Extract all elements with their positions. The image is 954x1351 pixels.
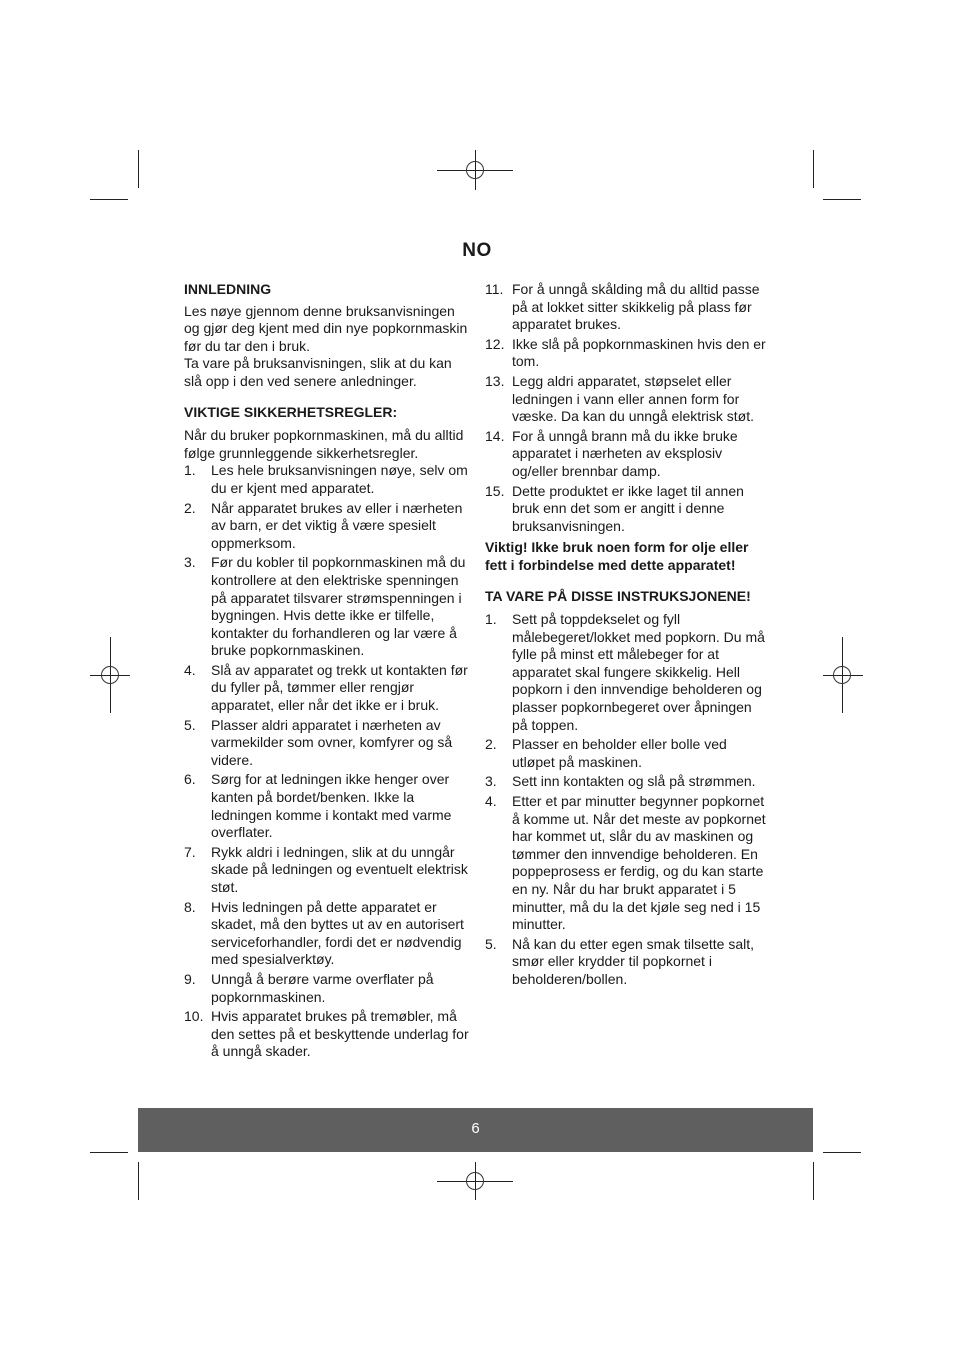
item-text: Plasser aldri apparatet i nærheten av varmekilder som ovner, komfyrer og så videre.	[211, 716, 453, 768]
item-number: 6.	[184, 771, 196, 788]
safety-heading: VIKTIGE SIKKERHETSREGLER:	[184, 403, 398, 420]
crop-mark	[823, 199, 861, 200]
list-item	[485, 773, 770, 791]
item-text: For å unngå skålding må du alltid passe på at lokket sitter skikkelig på plass før apparatet brukes.	[512, 281, 760, 333]
page-footer	[138, 1108, 813, 1152]
item-number: 14.	[485, 427, 505, 444]
left-column	[184, 281, 469, 1061]
item-number: 3.	[184, 554, 196, 571]
safety-list-continued	[485, 281, 770, 535]
list-item	[485, 428, 770, 481]
item-text: Etter et par minutter begynner popkornet å komme ut. Når det meste av popkornet har kommet ut, slår du av maskinen og tømmer den innvendige beholderen. En poppeprosess er ferdig, og du kan starte en ny. Når du har brukt apparatet i 5 minutter, må du la det kjøle seg ned i 15 minutter.	[512, 793, 766, 933]
list-item	[485, 936, 770, 989]
safety-intro: Når du bruker popkornmaskinen, må du alltid følge grunnleggende sikkerhetsregler.	[184, 427, 464, 461]
item-number: 4.	[485, 793, 497, 810]
list-item	[485, 281, 770, 334]
item-text: Unngå å berøre varme overflater på popkornmaskinen.	[211, 970, 434, 1005]
item-number: 2.	[184, 499, 196, 516]
intro-line: Ta vare på bruksanvisningen, slik at du kan slå opp i den ved senere anledninger.	[184, 355, 452, 389]
item-text: Når apparatet brukes av eller i nærheten av barn, er det viktig å være spesielt oppmerksom.	[211, 499, 463, 551]
crop-mark	[813, 1162, 814, 1200]
list-item	[485, 793, 770, 934]
list-item	[184, 771, 469, 841]
item-number: 2.	[485, 736, 497, 753]
list-item	[485, 736, 770, 771]
safety-section	[184, 404, 469, 1061]
item-number: 10.	[184, 1008, 204, 1025]
item-number: 9.	[184, 970, 196, 987]
item-text: Plasser en beholder eller bolle ved utløpet på maskinen.	[512, 736, 727, 770]
item-text: Hvis apparatet brukes på tremøbler, må den settes på et beskyttende underlag for å unngå skader.	[211, 1008, 469, 1060]
item-number: 15.	[485, 482, 505, 499]
item-number: 4.	[184, 661, 196, 678]
intro-line: Les nøye gjennom denne bruksanvisningen og gjør deg kjent med din nye popkornmaskin	[184, 302, 468, 337]
instructions-list	[485, 611, 770, 988]
list-item	[184, 717, 469, 770]
right-column	[485, 281, 770, 989]
list-item	[184, 899, 469, 969]
list-item	[184, 554, 469, 660]
item-text: Sørg for at ledningen ikke henger over kanten på bordet/benken. Ikke la ledningen komme i kontakt med varme overflater.	[211, 771, 452, 841]
crop-mark	[813, 150, 814, 188]
safety-list	[184, 462, 469, 1061]
crop-mark	[90, 199, 128, 200]
item-text: Før du kobler til popkornmaskinen må du kontrollere at den elektriske spenningen på apparatet tilsvarer strømspenningen i bygningen. Hvis dette ikke er tilfelle, kontakter du forhandleren og lar være å bruke popkornmaskinen.	[211, 554, 466, 659]
list-item	[184, 462, 469, 497]
page-number: 6	[471, 1120, 480, 1137]
item-number: 3.	[485, 773, 497, 790]
intro-section	[184, 281, 469, 391]
item-number: 5.	[184, 716, 196, 733]
list-item	[184, 971, 469, 1006]
language-heading: NO	[462, 240, 492, 261]
item-text: Slå av apparatet og trekk ut kontakten før du fyller på, tømmer eller rengjør apparatet, eller når det ikke er i bruk.	[211, 661, 468, 714]
item-number: 1.	[485, 611, 497, 628]
item-text: Rykk aldri i ledningen, slik at du unngår skade på ledningen og eventuelt elektrisk støt.	[211, 843, 468, 895]
item-text: For å unngå brann må du ikke bruke apparatet i nærheten av eksplosiv og/eller brennbar damp.	[512, 427, 738, 479]
crop-mark	[90, 1152, 128, 1153]
list-item	[485, 373, 770, 426]
instructions-heading: TA VARE PÅ DISSE INSTRUKSJONENE!	[485, 587, 751, 604]
item-number: 1.	[184, 462, 196, 479]
instructions-section	[485, 588, 770, 989]
item-number: 13.	[485, 372, 505, 389]
item-text: Sett på toppdekselet og fyll målebegeret/lokket med popkorn. Du må fylle på minst ett målebeger for at apparatet skal fungere skikkelig. Hell popkorn i den innvendige beholderen og plasser popkornbegeret over åpningen på toppen.	[512, 611, 765, 733]
item-text: Dette produktet er ikke laget til annen bruk enn det som er angitt i denne bruksanvisningen.	[512, 482, 744, 534]
list-item	[485, 336, 770, 371]
item-number: 5.	[485, 935, 497, 952]
crop-mark	[138, 1162, 139, 1200]
item-number: 8.	[184, 898, 196, 915]
item-number: 12.	[485, 335, 505, 352]
item-text: Sett inn kontakten og slå på strømmen.	[512, 773, 756, 790]
crop-mark	[823, 1152, 861, 1153]
item-number: 11.	[485, 281, 504, 297]
item-text: Hvis ledningen på dette apparatet er skadet, må den byttes ut av en autorisert serviceforhandler, fordi det er nødvendig med spesialverktøy.	[211, 898, 464, 968]
list-item	[485, 611, 770, 734]
item-text: Ikke slå på popkornmaskinen hvis den er tom.	[512, 335, 766, 370]
list-item	[184, 500, 469, 553]
intro-line: før du tar den i bruk.	[184, 337, 311, 354]
intro-heading: INNLEDNING	[184, 281, 272, 297]
list-item	[184, 1008, 469, 1061]
crop-mark	[138, 150, 139, 188]
item-text: Nå kan du etter egen smak tilsette salt, smør eller krydder til popkornet i beholderen/bollen.	[512, 935, 755, 987]
oil-warning: Viktig! Ikke bruk noen form for olje eller fett i forbindelse med dette apparatet!	[485, 539, 749, 573]
item-text: Legg aldri apparatet, støpselet eller ledningen i vann eller annen form for væske. Da kan du unngå elektrisk støt.	[512, 372, 754, 425]
list-item	[485, 483, 770, 536]
item-text: Les hele bruksanvisningen nøye, selv om du er kjent med apparatet.	[211, 462, 468, 496]
list-item	[184, 844, 469, 897]
item-number: 7.	[184, 843, 196, 860]
list-item	[184, 662, 469, 715]
